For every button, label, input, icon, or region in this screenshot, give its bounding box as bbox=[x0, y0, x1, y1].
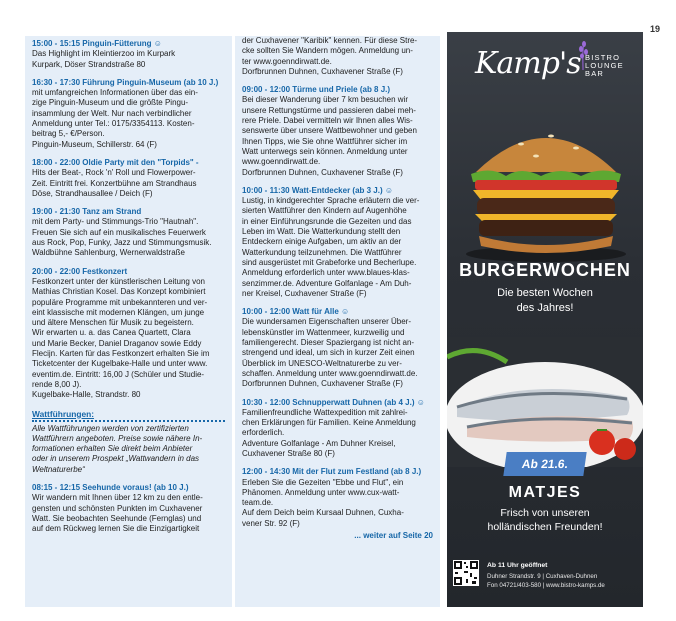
event-description bbox=[32, 277, 225, 401]
event-line: gensten und schönsten Punkten im Cuxhavener bbox=[32, 503, 203, 513]
event-line: Dorfbrunnen Duhnen, Cuxhavener Straße (F) bbox=[242, 167, 403, 177]
event-line: Watterkundung teilzunehmen. Die Wattführer bbox=[242, 247, 402, 257]
tagline-line: BISTRO bbox=[585, 53, 621, 62]
event-line: Wir erwarten u. a. das Canea Quartett, Clara bbox=[32, 328, 191, 338]
event-line: Auf dem Deich beim Kursaal Duhnen, Cuxha- bbox=[242, 508, 404, 518]
tagline-line: BAR bbox=[585, 69, 605, 78]
note-line: formationen erhalten Sie direkt beim Anbieter bbox=[32, 444, 193, 454]
burger-promo-title: BURGERWOCHEN bbox=[459, 260, 631, 280]
event-entry bbox=[32, 78, 225, 150]
event-line: chen Erklärungen für Familien. Keine Anmeldung bbox=[242, 418, 416, 428]
subtitle-line: Die besten Wochen bbox=[497, 287, 593, 299]
subtitle-line: des Jahres! bbox=[516, 302, 574, 314]
event-line: auf dem Rückweg lernen Sie die Einzigartigkeit bbox=[32, 524, 200, 534]
event-line: erforderlich. bbox=[242, 428, 285, 438]
matjes-plate-image bbox=[447, 337, 643, 467]
event-line: Dorfbrunnen Duhnen, Cuxhavener Straße (F) bbox=[242, 379, 403, 389]
event-line: Cuxhavener Straße 80 (F) bbox=[242, 448, 335, 458]
event-title: 20:00 - 22:00 Festkonzert bbox=[32, 266, 128, 276]
event-line: rere Priele. Dabei vermitteln wir Ihnen alles Wis- bbox=[242, 116, 413, 126]
restaurant-advertisement bbox=[447, 32, 643, 607]
event-line: und ältere Menschen für Musik zu begeistern. bbox=[32, 318, 194, 328]
note-line: Weltnaturerbe“ bbox=[32, 464, 85, 474]
event-line: Zeit. Eintritt frei. Konzertbühne am Strandhaus bbox=[32, 178, 197, 188]
event-line: Watt. Sie beobachten Seehunde (Fernglas) und bbox=[32, 513, 202, 523]
event-line: Festkonzert unter der künstlerischen Leitung von bbox=[32, 276, 205, 286]
event-line: ner Kreisel, Cuxhavener Straße (F) bbox=[242, 288, 367, 298]
event-line: und Marie Becker, Daniel Draganov sowie Eddy bbox=[32, 338, 202, 348]
event-line: Bei dieser Wanderung über 7 km besuchen wir bbox=[242, 95, 409, 105]
event-line: Döse, Strandhausallee / Deich (F) bbox=[32, 188, 153, 198]
event-title: 12:00 - 14:30 Mit der Flut zum Festland (ab 8 J.) bbox=[242, 467, 422, 477]
event-description bbox=[242, 478, 433, 529]
event-line: Dorfbrunnen Duhnen, Cuxhavener Straße (F) bbox=[242, 66, 403, 76]
event-line: unsere Rettungstürme und passieren dabei meh- bbox=[242, 105, 416, 115]
event-line: sind ausgerüstet mit Grabeforke und Becherlupe. bbox=[242, 257, 417, 267]
event-line: Pinguin-Museum, Schillerstr. 64 (F) bbox=[32, 139, 157, 149]
event-line: lebenskünstler im Wattenmeer, kurzweilig und bbox=[242, 327, 405, 337]
burger-image bbox=[461, 114, 631, 264]
matjes-promo-subtitle bbox=[447, 506, 643, 534]
event-line: Leben im Watt. Die Watterkundung stellt den bbox=[242, 227, 401, 237]
event-line: populäre Programme mit unbekannteren und ver- bbox=[32, 297, 208, 307]
event-line: mit dem Party- und Stimmungs-Trio "Hautnah". bbox=[32, 217, 199, 227]
section-note bbox=[32, 424, 225, 475]
event-line: Adventure Golfanlage - Am Duhner Kreisel, bbox=[242, 438, 396, 448]
logo-wordmark: Kamp's bbox=[475, 46, 581, 81]
event-line: Anmeldung erforderlich unter www.blaues-klas- bbox=[242, 268, 410, 278]
event-title: 08:15 - 12:15 Seehunde voraus! (ab 10 J.) bbox=[32, 482, 189, 492]
event-line: Flecijn. Karten für das Festkonzert erhalten Sie im bbox=[32, 349, 210, 359]
event-description bbox=[32, 88, 225, 150]
events-column-left bbox=[25, 36, 232, 607]
event-line: Lustig, in kindgerechter Sprache erläutern die ver- bbox=[242, 196, 420, 206]
event-line: sierten Wattführer den Kindern auf Augenhöhe bbox=[242, 206, 407, 216]
subtitle-line: holländischen Freunden! bbox=[487, 521, 603, 533]
event-line: Ticketcenter der Kugelbake-Halle und unter www. bbox=[32, 359, 208, 369]
event-line: zige Pinguin-Museum und die größte Pingu- bbox=[32, 98, 189, 108]
tagline-line: LOUNGE bbox=[585, 61, 624, 70]
event-line: Familienfreundliche Wattexpedition mit zahlrei- bbox=[242, 407, 408, 417]
subtitle-line: Frisch von unseren bbox=[500, 507, 590, 519]
event-line: Entdeckern einige Aufgaben, um aktiv an der bbox=[242, 237, 402, 247]
page-number: 19 bbox=[650, 24, 661, 34]
qr-code-icon[interactable] bbox=[453, 560, 479, 586]
event-line: Die wundersamen Eigenschaften unserer Über- bbox=[242, 317, 411, 327]
event-description bbox=[242, 95, 433, 177]
logo-tagline bbox=[585, 54, 624, 78]
event-title: 09:00 - 12:00 Türme und Priele (ab 8 J.) bbox=[242, 85, 391, 95]
event-title: 15:00 - 15:15 Pinguin-Fütterung ☺ bbox=[32, 39, 162, 48]
event-entry bbox=[32, 207, 225, 258]
event-line: Das Highlight im Kleintierzoo im Kurpark bbox=[32, 49, 176, 59]
note-line: Alle Wattführungen werden von zertifizierten bbox=[32, 423, 189, 433]
event-description bbox=[32, 493, 225, 534]
note-line: oder in unserem Prospekt „Wattwandern in das bbox=[32, 454, 200, 464]
event-line: der Cuxhavener "Karibik" kennen. Für diese Stre- bbox=[242, 36, 418, 45]
event-line: in einer Einführungsrunde die Gezeiten und das bbox=[242, 216, 412, 226]
kamps-logo bbox=[463, 40, 633, 84]
event-title: 10:00 - 11:30 Watt-Entdecker (ab 3 J.) ☺ bbox=[242, 185, 394, 195]
event-description bbox=[32, 49, 225, 70]
event-line: Phänomen. Anmeldung unter www.cux-watt- bbox=[242, 487, 400, 497]
event-title: 16:30 - 17:30 Führung Pinguin-Museum (ab 10 J.) bbox=[32, 77, 219, 87]
event-line: beitrag 5,- €/Person. bbox=[32, 129, 105, 139]
event-entry bbox=[242, 467, 433, 529]
event-line: Anmeldung unter Tel.: 0175/3354113. Kosten- bbox=[32, 119, 195, 129]
event-line: Freuen Sie sich auf ein musikalisches Feuerwerk bbox=[32, 227, 206, 237]
burger-promo-subtitle bbox=[447, 286, 643, 316]
phone-and-website: Fon 04721/403-580 | www.bistro-kamps.de bbox=[487, 582, 605, 589]
event-entry bbox=[32, 158, 225, 199]
date-badge: Ab 21.6. bbox=[503, 452, 586, 476]
event-line: Watt unterwegs sein können. Anmeldung unter bbox=[242, 146, 408, 156]
event-description bbox=[32, 168, 225, 199]
event-line: ter www.goenndirwatt.de. bbox=[242, 56, 332, 66]
event-line: www.goenndirwatt.de. bbox=[242, 157, 321, 167]
event-entry bbox=[32, 267, 225, 401]
event-line: Mathias Christian Kosel. Das Konzept kombiniert bbox=[32, 287, 206, 297]
opening-hours: Ab 11 Uhr geöffnet bbox=[487, 562, 548, 569]
continued-text bbox=[242, 36, 433, 77]
event-line: Erleben Sie die Gezeiten "Ebbe und Flut", ein bbox=[242, 477, 404, 487]
event-line: schaffen. Anmeldung unter www.goenndirwatt.de. bbox=[242, 368, 418, 378]
event-line: aus Rock, Pop, Funky, Jazz und Stimmungsmusik. bbox=[32, 238, 212, 248]
contact-info bbox=[487, 562, 643, 590]
event-line: strengend und ideal, um sich in kurzer Zeit einen bbox=[242, 348, 415, 358]
event-line: Kurpark, Döser Strandstraße 80 bbox=[32, 59, 146, 69]
event-description bbox=[32, 217, 225, 258]
event-line: insammlung der Welt. Nur nach verbindlicher bbox=[32, 108, 192, 118]
event-line: Ihnen Tipps, wie Sie ohne Wattführer sicher im bbox=[242, 136, 408, 146]
event-entry bbox=[32, 483, 225, 534]
event-line: rende 8,00 J). bbox=[32, 379, 82, 389]
event-line: vener Str. 92 (F) bbox=[242, 518, 300, 528]
event-line: eventim.de. Eintritt: 16,00 J (Schüler und Studie- bbox=[32, 369, 205, 379]
continued-on-page-link[interactable]: ... weiter auf Seite 20 bbox=[354, 531, 433, 541]
event-line: mit umfangreichen Informationen über das ein- bbox=[32, 88, 198, 98]
event-line: cke sollten Sie Wandern mögen. Anmeldung un- bbox=[242, 46, 413, 56]
event-line: senswerte über unsere Wattbewohner und geben bbox=[242, 126, 417, 136]
event-line: team.de. bbox=[242, 498, 274, 508]
event-line: Hits der Beat-, Rock 'n' Roll und Flowerpower- bbox=[32, 168, 196, 178]
event-title: 19:00 - 21:30 Tanz am Strand bbox=[32, 207, 142, 217]
section-heading: Wattführungen: bbox=[32, 409, 225, 422]
event-entry bbox=[242, 307, 433, 389]
event-entry bbox=[242, 85, 433, 178]
event-line: eint klassische mit modernen Klängen, um junge bbox=[32, 307, 205, 317]
event-description bbox=[242, 408, 433, 459]
event-line: Waldbühne Sahlenburg, Wernerwaldstraße bbox=[32, 248, 185, 258]
event-line: familiengerecht. Dieser Spaziergang ist nicht an- bbox=[242, 338, 415, 348]
event-entry bbox=[242, 398, 433, 460]
event-title: 10:00 - 12:00 Watt für Alle ☺ bbox=[242, 307, 350, 317]
event-line: Überblick im UNESCO-Weltnaturerbe zu ver- bbox=[242, 358, 402, 368]
address: Duhner Strandstr. 9 | Cuxhaven-Duhnen bbox=[487, 573, 598, 580]
event-title: 18:00 - 22:00 Oldie Party mit den "Torpids" - bbox=[32, 157, 199, 167]
event-title: 10:30 - 12:00 Schnupperwatt Duhnen (ab 4 J.) ☺ bbox=[242, 397, 425, 407]
event-description bbox=[242, 196, 433, 299]
event-line: Kugelbake-Halle, Strandstr. 80 bbox=[32, 390, 141, 400]
note-line: Wattführern angeboten. Preise sowie nähere In- bbox=[32, 433, 203, 443]
event-entry bbox=[242, 186, 433, 299]
event-description bbox=[242, 317, 433, 389]
event-entry bbox=[32, 39, 225, 70]
events-column-middle bbox=[235, 36, 440, 607]
event-line: senzimmer.de. Adventure Golfanlage - Am Duh- bbox=[242, 278, 412, 288]
matjes-promo-title: MATJES bbox=[508, 484, 582, 501]
event-line: Wir wandern mit Ihnen über 12 km zu den entle- bbox=[32, 493, 203, 503]
